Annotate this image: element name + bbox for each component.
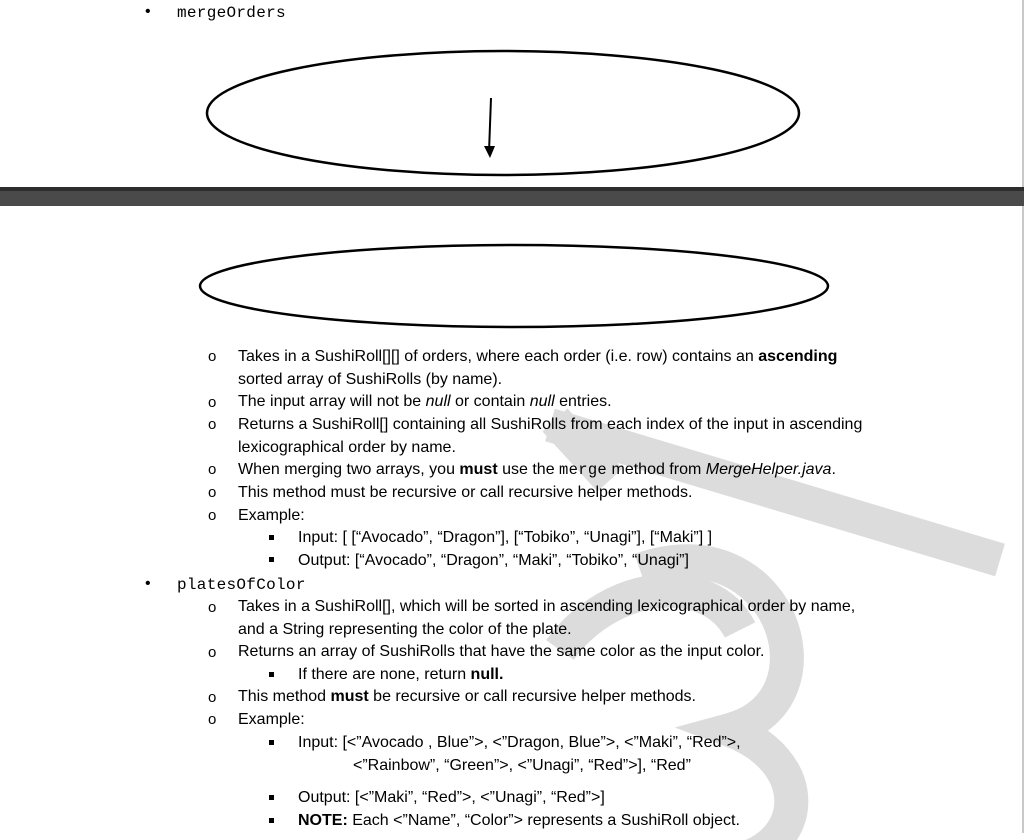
method-name-platesOfColor: platesOfColor bbox=[177, 576, 306, 594]
page-divider-top bbox=[0, 187, 1024, 191]
merge-item-3: Returns a SushiRoll[] containing all SushiRolls from each index of the input in ascending lexicographical order by name. bbox=[238, 416, 863, 456]
merge-item-1-bold: ascending bbox=[758, 348, 838, 365]
merge-item-5: This method must be recursive or call recursive helper methods. bbox=[238, 484, 693, 501]
watermark-label bbox=[0, 0, 1, 1]
plates-item-2: Returns an array of SushiRolls that have the same color as the input color. bbox=[238, 643, 765, 660]
sub-bullet-icon: o bbox=[208, 599, 217, 616]
bottom-ellipse-diagram bbox=[198, 242, 834, 334]
merge-item-4: When merging two arrays, you must use the merge method from MergeHelper.java. bbox=[238, 461, 836, 479]
merge-item-1-line2: sorted array of SushiRolls (by name). bbox=[238, 370, 503, 388]
arrow-down-icon bbox=[484, 146, 495, 158]
top-ellipse-diagram bbox=[205, 48, 805, 183]
sub-bullet-icon: o bbox=[208, 689, 217, 706]
square-bullet-icon bbox=[269, 672, 274, 677]
plates-item-4: Example: bbox=[238, 711, 305, 728]
sub-bullet-icon: o bbox=[208, 416, 217, 433]
plates-item-1: Takes in a SushiRoll[], which will be sorted in ascending lexicographical order by name, and a String representing the color of the plate. bbox=[238, 598, 856, 638]
plates-example-input: Input: [<”Avocado , Blue”>, <”Dragon, Blue”>, <”Maki”, “Red”>, <”Rainbow”, “Green”>, <”Unagi”, “Red”>], “Red” bbox=[298, 734, 741, 774]
sub-bullet-icon: o bbox=[208, 461, 217, 478]
plates-example-output: Output: [<”Maki”, “Red”>, <”Unagi”, “Red”>] bbox=[298, 789, 605, 806]
sub-bullet-icon: o bbox=[208, 711, 217, 728]
square-bullet-icon bbox=[269, 535, 274, 540]
square-bullet-icon bbox=[269, 818, 274, 823]
square-bullet-icon bbox=[269, 557, 274, 562]
sub-bullet-icon: o bbox=[208, 394, 217, 411]
merge-item-1-text: Takes in a SushiRoll[][] of orders, where each order (i.e. row) contains an bbox=[238, 348, 759, 365]
plates-item-2-sub: If there are none, return null. bbox=[298, 666, 504, 683]
bullet-mergeOrders bbox=[145, 3, 151, 21]
plates-item-3: This method must be recursive or call recursive helper methods. bbox=[238, 688, 696, 705]
square-bullet-icon bbox=[269, 795, 274, 800]
merge-example-output: Output: [“Avocado”, “Dragon”, “Maki”, “Tobiko”, “Unagi”] bbox=[298, 552, 689, 569]
sub-bullet-icon: o bbox=[208, 644, 217, 661]
merge-example-input: Input: [ [“Avocado”, “Dragon”], [“Tobiko”, “Unagi”], [“Maki”] ] bbox=[298, 529, 713, 546]
sub-bullet-icon: o bbox=[208, 507, 217, 524]
sub-bullet-icon: o bbox=[208, 348, 217, 365]
square-bullet-icon bbox=[269, 740, 274, 745]
merge-item-2: The input array will not be null or contain null entries. bbox=[238, 393, 612, 410]
bullet-dot: • bbox=[145, 3, 151, 20]
merge-item-6: Example: bbox=[238, 507, 305, 524]
bullet-dot: • bbox=[145, 575, 151, 592]
merge-item-1 bbox=[238, 346, 837, 391]
plates-note: NOTE: Each <”Name”, “Color”> represents a SushiRoll object. bbox=[298, 812, 740, 829]
method-name-mergeOrders: mergeOrders bbox=[177, 4, 286, 22]
bullet-platesOfColor bbox=[145, 575, 151, 593]
sub-bullet-icon: o bbox=[208, 484, 217, 501]
